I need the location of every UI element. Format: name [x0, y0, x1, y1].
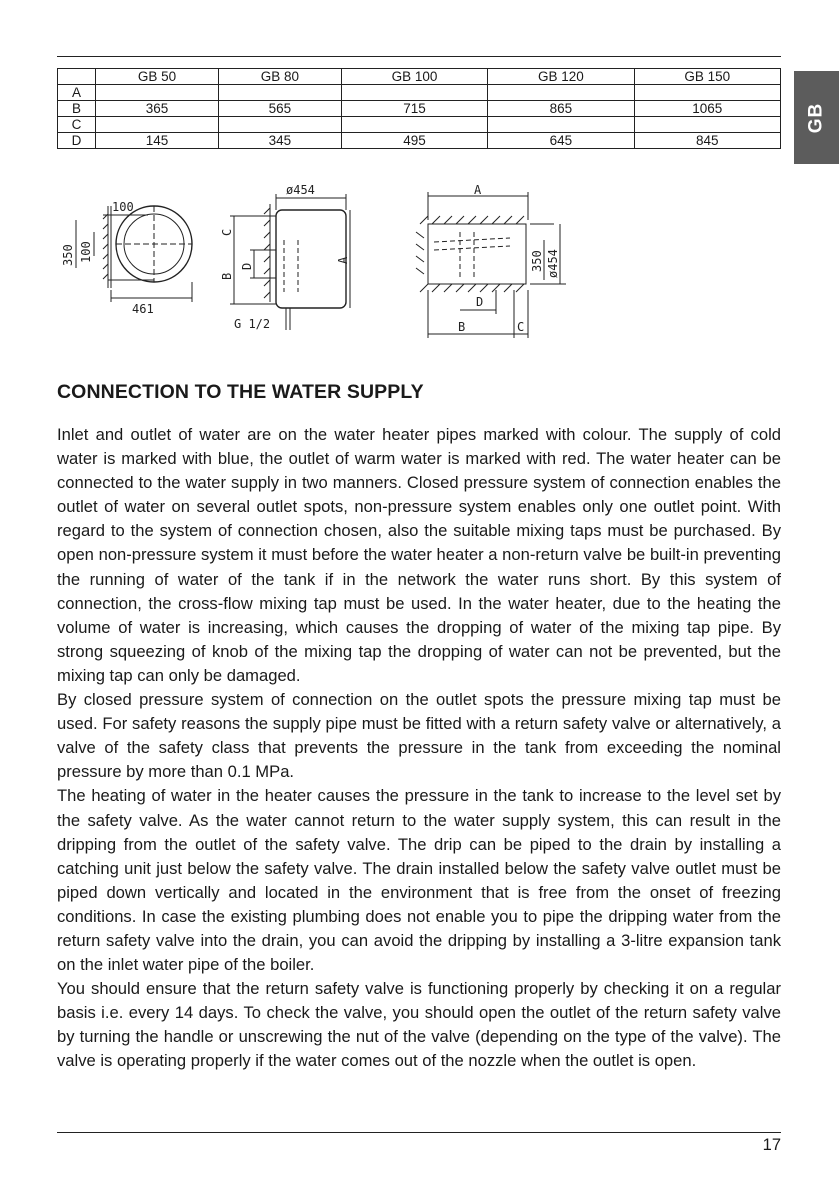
table-cell: 565	[218, 101, 341, 117]
table-header-cell	[58, 69, 96, 85]
table-row	[58, 133, 781, 149]
table-cell: 865	[488, 101, 634, 117]
fig2-label-a: A	[336, 256, 350, 264]
table-header-cell: GB 100	[341, 69, 487, 85]
table-cell	[341, 117, 487, 133]
table-cell	[341, 85, 487, 101]
section-body	[57, 423, 781, 1074]
table-header-cell: GB 50	[96, 69, 219, 85]
table-row	[58, 85, 781, 101]
fig1-dim-side-inner: 100	[79, 241, 93, 263]
fig2-label-c: C	[220, 228, 234, 236]
table-header-row	[58, 69, 781, 85]
dimensions-table	[57, 68, 781, 149]
fig1-dim-side-outer: 350	[61, 244, 75, 266]
table-cell	[218, 117, 341, 133]
table-row-label: C	[58, 117, 96, 133]
table-row	[58, 117, 781, 133]
body-paragraph: By closed pressure system of connection on the outlet spots the pressure mixing tap must be used. For safety reasons the supply pipe must be fitted with a return safety valve or alternatively, a valve of the safety class that prevents the pressure in the tank from exceeding the nominal pressure by more than 0.1 MPa.	[57, 690, 781, 782]
fig3-label-d: D	[476, 295, 484, 309]
page-number: 17	[762, 1136, 781, 1154]
language-tab-label: GB	[805, 102, 827, 133]
installation-diagrams	[50, 180, 610, 350]
figure-horizontal-view	[416, 183, 566, 338]
figure-top-view	[61, 200, 192, 316]
table-cell	[634, 85, 780, 101]
fig2-label-d: D	[240, 262, 254, 270]
body-paragraph: The heating of water in the heater causes the pressure in the tank to increase to the level set by the safety valve. As the water cannot return to the water supply system, this can result in the dripping from the outlet of the safety valve. The drip can be piped to the drain by installing a catching unit just below the safety valve. The drain installed below the safety valve outlet must be piped down vertically and located in the environment that is free from the onset of freezing conditions. In case the existing plumbing does not enable you to pipe the dripping water from the return safety valve into the drain, you can avoid the dripping by installing a 3-litre expansion tank on the inlet water pipe of the boiler.	[57, 786, 781, 975]
table-row-label: D	[58, 133, 96, 149]
table-row-label: A	[58, 85, 96, 101]
table-cell: 845	[634, 133, 780, 149]
bottom-rule	[57, 1132, 781, 1133]
table-cell: 645	[488, 133, 634, 149]
fig1-dim-bottom: 461	[132, 302, 154, 316]
table-header-cell: GB 80	[218, 69, 341, 85]
fig3-diameter: ø454	[546, 249, 560, 278]
table-cell: 495	[341, 133, 487, 149]
fig3-dim-350: 350	[530, 250, 544, 272]
fig1-dim-top: 100	[112, 200, 134, 214]
table-cell	[96, 85, 219, 101]
table-cell: 145	[96, 133, 219, 149]
figure-vertical-view	[220, 183, 350, 331]
language-tab	[794, 71, 839, 164]
table-row-label: B	[58, 101, 96, 117]
fig3-label-b: B	[458, 320, 466, 334]
fig2-pipe-label: G 1/2	[234, 317, 271, 331]
fig3-label-a: A	[474, 183, 482, 197]
table-cell	[488, 117, 634, 133]
table-cell: 1065	[634, 101, 780, 117]
table-cell	[96, 117, 219, 133]
table-row	[58, 101, 781, 117]
table-cell: 345	[218, 133, 341, 149]
table-cell: 365	[96, 101, 219, 117]
fig2-diameter: ø454	[286, 183, 315, 197]
fig2-label-b: B	[220, 272, 234, 280]
body-paragraph: You should ensure that the return safety valve is functioning properly by checking it on a regular basis i.e. every 14 days. To check the valve, you should open the outlet of the return safety valve by turning the handle or unscrewing the nut of the valve (depending on the type of the valve). The valve is operating properly if the water comes out of the nozzle when the outlet is open.	[57, 979, 781, 1071]
table-cell	[634, 117, 780, 133]
top-rule	[57, 56, 781, 57]
section-title: CONNECTION TO THE WATER SUPPLY	[57, 381, 424, 403]
body-paragraph: Inlet and outlet of water are on the water heater pipes marked with colour. The supply of cold water is marked with blue, the outlet of warm water is marked with red. The water heater can be connected to the water supply in two manners. Closed pressure system of connection enables the outlet of water on several outlet spots, non-pressure system enables only one outlet point. With regard to the system of connection chosen, also the suitable mixing taps must be purchased. By open non-pressure system it must before the water heater a non-return valve be built-in preventing the running of water of the tank if in the network the water runs short. By this system of connection, the cross-flow mixing tap must be used. In the water heater, due to the heating the volume of water is increasing, which causes the dropping of water of the mixing tap pipe. By strong squeezing of knob of the mixing tap the dropping of water can not be prevented, but the mixing tap can only be damaged.	[57, 425, 781, 685]
table-header-cell: GB 120	[488, 69, 634, 85]
table-cell	[218, 85, 341, 101]
table-header-cell: GB 150	[634, 69, 780, 85]
table-cell	[488, 85, 634, 101]
table-cell: 715	[341, 101, 487, 117]
fig3-label-c: C	[517, 320, 525, 334]
